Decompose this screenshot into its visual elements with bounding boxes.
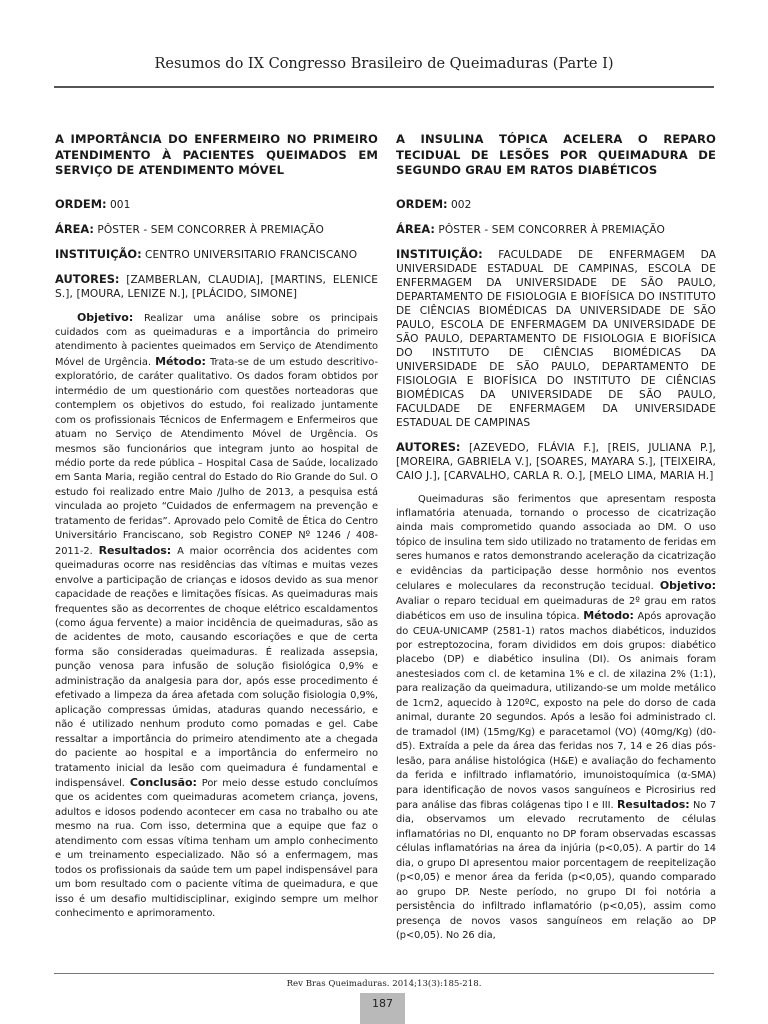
- metodo-keyword: Método:: [155, 354, 206, 368]
- ordem-label: ORDEM:: [55, 196, 107, 211]
- abstract-body: [55, 311, 378, 922]
- abstract-left: [55, 132, 378, 922]
- area-row: [396, 222, 716, 237]
- resultados-text: No 7 dia, observamos um elevado recrutamento de células inflamatórias no DI, enquanto no DP foram observadas escassas células inflamatórias na área da injúria (p<0,05). A partir do 14 dia, o grupo DI apresentou maior porcentagem de reepitelização (p<0,05) e menor área da ferida (p<0,05), quando comparado ao grupo DP. Neste período, no grupo DI foi notória a persistência do infiltrado inflamatório (p<0,05), assim como presença de novos vasos sanguíneos em relação ao DP (p<0,05). No 26 dia,: [396, 800, 716, 942]
- objetivo-text: Avaliar o reparo tecidual em queimaduras de 2º grau em ratos diabéticos em uso de insulina tópica.: [396, 595, 716, 623]
- resultados-keyword: Resultados:: [617, 798, 690, 812]
- area-label: ÁREA:: [55, 221, 94, 236]
- ordem-value: 002: [450, 198, 472, 211]
- instituicao-label: INSTITUIÇÃO:: [55, 246, 142, 261]
- instituicao-value: FACULDADE DE ENFERMAGEM DA UNIVERSIDADE ESTADUAL DE CAMPINAS, ESCOLA DE ENFERMAGEM DA UNIVERSIDADE DE SÃO PAULO, DEPARTAMENTO DE FISIOLOGIA E BIOFÍSICA DO INSTITUTO DE CIÊNCIAS BIOMÉDICAS DA UNIVERSIDADE DE SÃO PAULO, ESCOLA DE ENFERMAGEM DA UNIVERSIDADE DE SÃO PAULO, DEPARTAMENTO DE FISIOLOGIA E BIOFÍSICA DO INSTITUTO DE CIÊNCIAS BIOMÉDICAS DA UNIVERSIDADE DE SÃO PAULO, DEPARTAMENTO DE FISIOLOGIA E BIOFÍSICA DO INSTITUTO DE CIÊNCIAS BIOMÉDICAS DA UNIVERSIDADE DE SÃO PAULO, FACULDADE DE ENFERMAGEM DA UNIVERSIDADE ESTADUAL DE CAMPINAS: [396, 248, 716, 429]
- objetivo-keyword: Objetivo:: [77, 310, 134, 324]
- autores-row: [55, 272, 378, 301]
- autores-label: AUTORES:: [396, 439, 461, 454]
- abstract-title: A IMPORTÂNCIA DO ENFERMEIRO NO PRIMEIRO ATENDIMENTO À PACIENTES QUEIMADOS EM SERVIÇO DE ATENDIMENTO MÓVEL: [55, 132, 378, 177]
- body-paragraph: [396, 493, 716, 944]
- instituicao-row: [55, 247, 378, 262]
- body-paragraph: [55, 311, 378, 922]
- intro-text: Queimaduras são ferimentos que apresentam resposta inflamatória atenuada, tornando o processo de cicatrização ainda mais comprometido quando associada ao DM. O uso tópico de insulina tem sido utilizado no tratamento de feridas em seres humanos e ratos demonstrando aceleração da cicatrização e evidências da participação desse hormônio nos eventos celulares e moleculares da reconstrução tecidual.: [396, 493, 716, 593]
- instituicao-value: CENTRO UNIVERSITARIO FRANCISCANO: [145, 248, 358, 261]
- area-value: PÔSTER - SEM CONCORRER À PREMIAÇÃO: [438, 223, 665, 236]
- instituicao-row: [396, 247, 716, 430]
- ordem-value: 001: [109, 198, 131, 211]
- abstract-body: [396, 493, 716, 944]
- resultados-keyword: Resultados:: [98, 543, 172, 557]
- metodo-text: Após aprovação do CEUA-UNICAMP (2581-1) ratos machos diabéticos, induzidos por estreptozocina, foram divididos em dois grupos: diabético placebo (DP) e diabético insulina (DI). Os animais foram anestesiados com cl. de ketamina 1% e cl. de xilazina 2% (1:1), para realização da queimadura, utilizando-se um molde metálico de 1cm2, aquecido à 120ºC, exposto na pele do dorso de cada animal, durante 20 segundos. Após a lesão foi administrado cl. de tramadol (IM) (15mg/Kg) e paracetamol (VO) (40mg/Kg) (d0-d5). Extraída a pele da área das feridas nos 7, 14 e 26 dias pós-lesão, para análise histológica (H&E) e avaliação do fechamento da ferida e infiltrado inflamatório, imunoistoquímica (α-SMA) para identificação de novos vasos sanguíneos e Picrosirius red para análise das fibras colágenas tipo I e III.: [396, 611, 716, 812]
- abstract-right: [396, 132, 716, 944]
- autores-value: [ZAMBERLAN, CLAUDIA], [MARTINS, ELENICE S.], [MOURA, LENIZE N.], [PLÁCIDO, SIMONE]: [55, 273, 378, 300]
- metodo-text: Trata-se de um estudo descritivo-exploratório, de caráter qualitativo. Os dados foram obtidos por intermédio de um questionário com questões norteadoras que contemplem os objetivos do estudo, foi realizado juntamente com os profissionais Técnicos de Enfermagem e Enfermeiros que atuam no Serviço de Atendimento Móvel de Urgência. Os mesmos são funcionários que integram junto ao hospital de médio porte da rede pública – Hospital Casa de Saúde, localizado em Santa Maria, região central do Estado do Rio Grande do Sul. O estudo foi realizado entre Maio /Julho de 2013, a pesquisa está vinculada ao projeto “Cuidados de enfermagem na prevenção e tratamento de feridas”. Aprovado pelo Comitê de Ética do Centro Universitário Franciscano, sob Registro CONEP Nº 1246 / 408- 2011-2.: [55, 356, 378, 557]
- metodo-keyword: Método:: [583, 609, 634, 623]
- ordem-row: [55, 197, 378, 212]
- footer-rule: [54, 973, 714, 974]
- objetivo-keyword: Objetivo:: [659, 579, 716, 593]
- running-head: Resumos do IX Congresso Brasileiro de Queimaduras (Parte I): [154, 56, 614, 72]
- journal-citation: Rev Bras Queimaduras. 2014;13(3):185-218.: [286, 979, 482, 989]
- abstract-title: A INSULINA TÓPICA ACELERA O REPARO TECIDUAL DE LESÕES POR QUEIMADURA DE SEGUNDO GRAU EM RATOS DIABÉTICOS: [396, 132, 716, 177]
- area-value: PÔSTER - SEM CONCORRER À PREMIAÇÃO: [97, 223, 324, 236]
- autores-label: AUTORES:: [55, 271, 120, 286]
- instituicao-label: INSTITUIÇÃO:: [396, 246, 483, 261]
- resultados-text: A maior ocorrência dos acidentes com queimaduras ocorre nas residências das vítimas e muitas vezes envolve a participação de crianças e idosos devido as sua menor capacidade de reações e limitações físicas. As queimaduras mais frequentes são as decorrentes de choque elétrico escaldamentos (como água fervente) a maior incidência de queimaduras, são as de acidentes de moto, causando escoriações e que de certa forma são consideradas queimaduras. É realizada assepsia, punção venosa para infusão de solução fisiológica 0,9% e administração da analgesia para dor, após esse procedimento é efetivado a limpeza da área afetada com solução fisiologia 0,9%, aplicação compressas úmidas, ataduras quando necessário, e não é utilizado nenhum produto como pomadas e gel. Cabe ressaltar a importância do primeiro atendimento ate a chegada do paciente ao hospital e a importância do enfermeiro no tratamento inicial da lesão com queimadura é fundamental e indispensável.: [55, 545, 378, 789]
- autores-value: [AZEVEDO, FLÁVIA F.], [REIS, JULIANA P.], [MOREIRA, GABRIELA V.], [SOARES, MAYARA S.], [TEIXEIRA, CAIO J.], [CARVALHO, CARLA R. O.], [MELO LIMA, MARIA H.]: [396, 441, 716, 482]
- abstract-meta: [396, 197, 716, 483]
- area-row: [55, 222, 378, 237]
- page-number: 187: [360, 993, 405, 1024]
- objetivo-text: Realizar uma análise sobre os principais cuidados com as queimaduras e a importância do primeiro atendimento à pacientes queimados em Serviço de Atendimento Móvel de Urgência.: [55, 312, 378, 368]
- autores-row: [396, 440, 716, 483]
- ordem-row: [396, 197, 716, 212]
- area-label: ÁREA:: [396, 221, 435, 236]
- conclusao-keyword: Conclusão:: [129, 776, 197, 789]
- conclusao-text: Por meio desse estudo concluímos que os acidentes com queimaduras acometem criança, jovens, adultos e idosos podendo acontecer em casa no trabalho ou ate mesmo na rua. Com isso, determina que a equipe que faz o atendimento com essas vítima tenham um amplo conhecimento e um treinamento especializado. Não só a enfermagem, mas todos os profissionais da saúde tem um papel indispensável para um bom resultado com o paciente vítima de queimadura, e que isso é um desafio multidisciplinar, exigindo sempre um melhor conhecimento e aprimoramento.: [55, 778, 378, 920]
- ordem-label: ORDEM:: [396, 196, 448, 211]
- header-rule: [54, 86, 714, 88]
- abstract-meta: [55, 197, 378, 301]
